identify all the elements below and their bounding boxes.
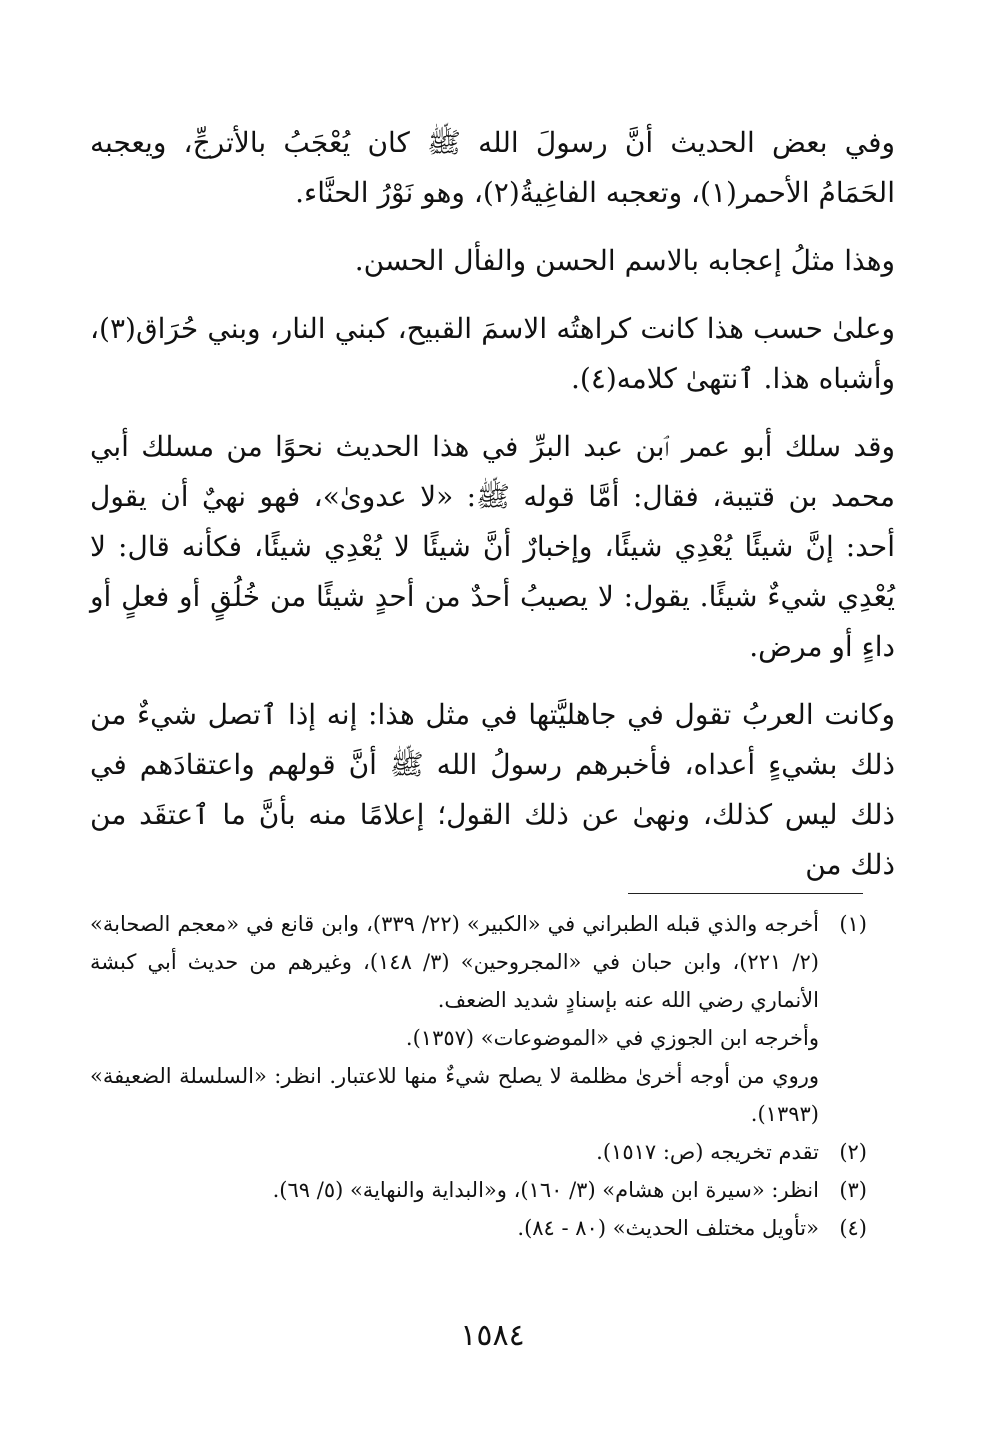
paragraph: وهذا مثلُ إعجابه بالاسم الحسن والفأل الحسن. xyxy=(354,244,895,277)
footnote-number: (٣) xyxy=(839,1178,867,1202)
footnotes xyxy=(90,905,867,1247)
footnote-4 xyxy=(90,1209,867,1247)
footnote-3 xyxy=(90,1171,867,1209)
footnote-1 xyxy=(90,905,867,1133)
footnote-line: أخرجه والذي قبله الطبراني في «الكبير» (٢٢/ ٣٣٩)، وابن قانع في «معجم الصحابة» (٢/ ٢٢١)، وابن حبان في «المجروحين» (٣/ ١٤٨)، وغيرهم من حديث أبي كبشة الأنماري رضي الله عنه بإسنادٍ شديد الضعف. xyxy=(90,912,820,1012)
paragraph: وقد سلك أبو عمر ٱبن عبد البرِّ في هذا الحديث نحوًا من مسلك أبي محمد بن قتيبة، فقال: أمَّا قوله ﷺ: «لا عدوىٰ»، فهو نهيٌ أن يقول أحد: إنَّ شيئًا يُعْدِي شيئًا، وإخبارٌ أنَّ شيئًا لا يُعْدِي شيئًا، فكأنه قال: لا يُعْدِي شيءٌ شيئًا. يقول: لا يصيبُ أحدٌ من أحدٍ شيئًا من خُلُقٍ أو فعلٍ أو داءٍ أو مرض. xyxy=(90,430,895,663)
footnote-line: تقدم تخريجه (ص: ١٥١٧). xyxy=(596,1140,819,1164)
footnote-line: انظر: «سيرة ابن هشام» (٣/ ١٦٠)، و«البداية والنهاية» (٥/ ٦٩). xyxy=(272,1178,819,1202)
footnote-number: (٢) xyxy=(839,1140,867,1164)
main-text xyxy=(90,118,895,908)
footnote-2 xyxy=(90,1133,867,1171)
footnote-divider xyxy=(628,893,863,894)
page-number: ١٥٨٤ xyxy=(460,1318,525,1353)
footnote-number: (٤) xyxy=(839,1216,867,1240)
footnote-number: (١) xyxy=(839,912,867,936)
footnote-line: «تأويل مختلف الحديث» (٨٠ - ٨٤). xyxy=(517,1216,819,1240)
paragraph: وفي بعض الحديث أنَّ رسولَ الله ﷺ كان يُعْجَبُ بالأترجِّ، ويعجبه الحَمَامُ الأحمر(١)، وتعجبه الفاغِيةُ(٢)، وهو نَوْرُ الحنَّاء. xyxy=(90,126,895,209)
footnote-line: وروي من أوجه أخرىٰ مظلمة لا يصلح شيءٌ منها للاعتبار. انظر: «السلسلة الضعيفة» (١٣٩٣). xyxy=(90,1064,819,1126)
paragraph: وعلىٰ حسب هذا كانت كراهتُه الاسمَ القبيح، كبني النار، وبني حُرَاق(٣)، وأشباه هذا. ٱنتهىٰ كلامه(٤). xyxy=(90,312,895,395)
footnote-line: وأخرجه ابن الجوزي في «الموضوعات» (١٣٥٧). xyxy=(405,1026,819,1050)
paragraph: وكانت العربُ تقول في جاهليَّتها في مثل هذا: إنه إذا ٱتصل شيءٌ من ذلك بشيءٍ أعداه، فأخبرهم رسولُ الله ﷺ أنَّ قولهم واعتقادَهم في ذلك ليس كذلك، ونهىٰ عن ذلك القول؛ إعلامًا منه بأنَّ ما ٱعتقَد من ذلك من xyxy=(90,698,895,881)
